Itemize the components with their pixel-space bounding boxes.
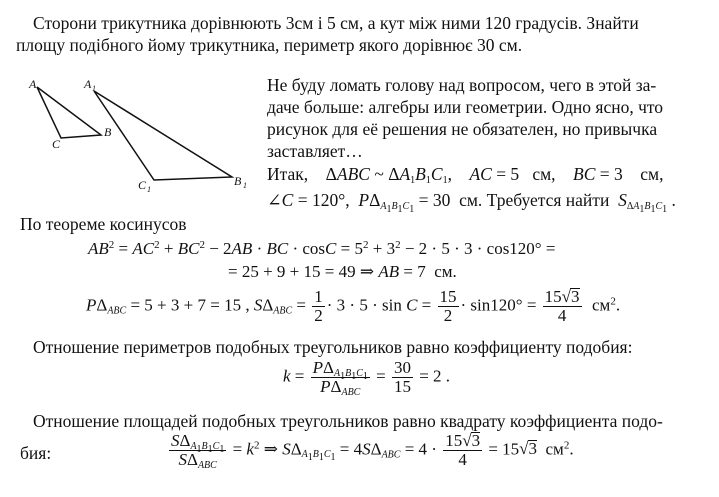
angle-c-value: ∠C = 120°, (267, 190, 350, 210)
area-target: $S_{\Delta A_1B_1C_1}$ . (618, 190, 676, 215)
ac-value: AC = 5 (469, 164, 533, 184)
perimeter-area-abc: $P\Delta_{ABC} = 5 + 3 + 7 = 15$ , $S\Delta_{ABC}$ = $\frac{1}{2}$ · 3 · 5 · sin C = $\frac{15}{2}$ · sin120° = $\frac{15√3}{4}$ $см^2$. (86, 287, 621, 325)
triangles-figure (24, 72, 264, 198)
triangle-a1b1c1 (94, 91, 232, 180)
label-c1: C (138, 178, 147, 192)
intro-line-3: рисунок для её решения не обязателен, но привычка (267, 119, 658, 139)
bc-value: BC = 3 (573, 164, 641, 184)
fraction-area-ratio: $\frac{S\Delta_{A_1B_1C_1}}{S\Delta_{ABC}}$ (171, 431, 225, 471)
triangle-abc (37, 87, 101, 138)
cosine-formula-line-1: $AB^2 = AC^2 + BC^2 - 2AB$ · BC · $\cos C = 5^2 + 3^2 - 2 \cdot 5 \cdot 3 \cdot \cos 120^\circ$ = (88, 239, 556, 258)
requirement-text: см. Требуется найти (459, 190, 610, 210)
area-ratio-continuation: бия: (20, 443, 52, 463)
label-a1: A (84, 77, 92, 91)
intro-line-1: Не буду ломать голову над вопросом, чего в этой за- (267, 75, 657, 95)
cosine-formula-line-2: = 25 + 9 + 15 = 49 ⇒ AB = 7 см. (228, 262, 457, 281)
unit-cm-1: см, (532, 164, 556, 184)
intro-line-2: даче больше: алгебры или геометрии. Одно ясно, что (267, 97, 664, 117)
area-result-formula: $\frac{S\Delta_{A_1B_1C_1}}{S\Delta_{ABC}}$ = $k^2$ ⇒ $S\Delta_{A_1B_1C_1} = 4S\Delta_{ABC} = 4$ · $\frac{15√3}{4}$ = 15√3 $см^2$. (171, 431, 574, 471)
label-c1-sub: 1 (147, 185, 151, 194)
fraction-30-15: $\frac{30}{15}$ (393, 358, 411, 396)
fraction-fifteen-half: $\frac{15}{2}$ (439, 287, 457, 325)
cosine-heading: По теореме косинусов (20, 214, 187, 234)
label-b1: B (234, 174, 242, 188)
fraction-half: $\frac{1}{2}$ (314, 287, 323, 325)
label-c: C (52, 137, 61, 151)
ab-unit: см. (434, 262, 457, 281)
area-unit: см (545, 439, 564, 459)
perimeter-ratio-text: Отношение периметров подобных треугольников равно коэффициенту подобия: (33, 337, 633, 357)
given-itak: Итак, (267, 164, 309, 184)
fraction-area-abc-2: $\frac{15√3}{4}$ (445, 431, 481, 469)
similarity-coefficient-formula: k = $\frac{P\Delta_{A_1B_1C_1}}{P\Delta_{ABC}}$ = $\frac{30}{15}$ = 2 . (283, 358, 451, 398)
fraction-area-abc: $\frac{15√3}{4}$ (544, 287, 580, 325)
label-b: B (104, 125, 112, 139)
problem-line-1: Сторони трикутника дорівнюють 3см і 5 см, а кут між ними 120 градусів. Знайти (33, 13, 639, 33)
similarity-formula: ΔABC ~ $\Delta A_1B_1C_1$, (325, 164, 452, 186)
label-a: A (29, 77, 37, 91)
label-b1-sub: 1 (243, 181, 247, 190)
problem-line-2: площу подібного йому трикутника, периметр якого дорівнює 30 см. (16, 35, 523, 55)
given-line-1 (267, 163, 664, 185)
intro-line-4: заставляет… (267, 141, 363, 161)
area-ratio-text: Отношение площадей подобных треугольников равно квадрату коэффициента подо- (33, 411, 663, 431)
given-line-2 (267, 189, 676, 215)
perimeter-given: $P\Delta_{A_1B_1C_1} = 30$ (358, 190, 455, 215)
fraction-perimeter-ratio: $\frac{P\Delta_{A_1B_1C_1}}{P\Delta_{ABC}}$ (312, 358, 368, 398)
label-a1-sub: 1 (92, 84, 96, 93)
unit-cm-2: см, (640, 164, 664, 184)
